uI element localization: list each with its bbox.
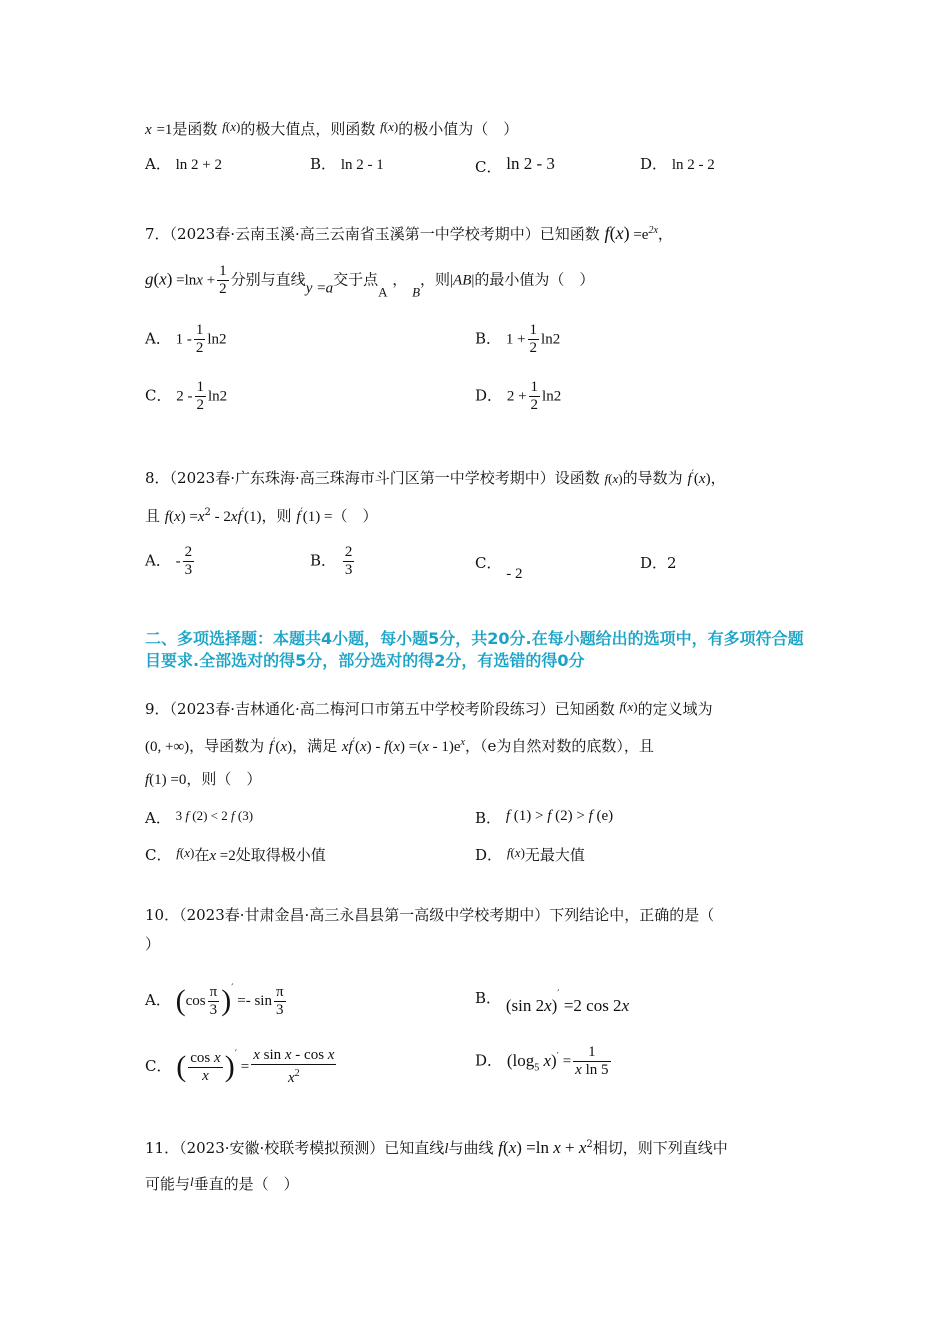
q6-option-d[interactable]: D． ln 2 - 2	[640, 155, 715, 173]
q10-option-a[interactable]: A． (cos $\frac{\pi}{3}$ )′ =- sin $\frac{\pi}{3}$	[145, 983, 284, 1018]
q10-stem: 10．（2023春·甘肃金昌·高三永昌县第一高级中学校考期中）下列结论中，正确的是（	[145, 906, 715, 924]
q9-option-a[interactable]: A． 3 f (2) < 2 f (3)	[145, 808, 254, 827]
q8-option-c[interactable]: C． - 2	[475, 554, 523, 582]
q8-option-b[interactable]: B． $\frac{2}{3}$	[310, 544, 353, 578]
q6-stem: x =1是函数 f(x)的极大值点，则函数 f(x)的极小值为（ ）	[145, 119, 519, 138]
q10-option-d[interactable]: D． ($\log_5$ x)′ = $\frac{1}{\text{x ln 5}}$	[475, 1044, 609, 1078]
q8-option-a[interactable]: A． - $\frac{2}{3}$	[145, 544, 193, 578]
q8-stem: 8．（2023春·广东珠海·高三珠海市斗门区第一中学校考期中）设函数 f(x)的导数为 f′(x)，	[145, 469, 726, 487]
q9-option-c[interactable]: C． f(x)在x =2处取得极小值	[145, 845, 326, 864]
q10-stem-line2: ）	[145, 935, 161, 953]
q9-option-b[interactable]: B． f (1) > f (2) > f (e)	[475, 808, 614, 827]
q8-stem-line2: 且 $f(x) =x^2 - 2xf'(1)$，则 f′(1) =（ ）	[145, 507, 378, 525]
q7-option-c[interactable]: C． 2 - $\frac{1}{2}$ ln2	[145, 379, 228, 413]
q9-stem-line2: (0, +∞)，导函数为 f′(x)，满足 $xf'(x) - f(x) =(x - 1)e^x$，（e为自然对数的底数），且	[145, 737, 654, 755]
q7-option-a[interactable]: A． 1 - $\frac{1}{2}$ ln2	[145, 322, 227, 356]
q6-option-c[interactable]: C． ln 2 - 3	[475, 154, 555, 176]
q9-stem-line3: f(1) =0，则（ ）	[145, 770, 262, 788]
q9-option-d[interactable]: D． f(x)无最大值	[475, 845, 585, 864]
q11-stem-line2: 可能与l垂直的是（ ）	[145, 1174, 299, 1193]
q11-stem: 11．（2023·安徽·校联考模拟预测）已知直线l与曲线 f(x) =ln $x + x^2$相切，则下列直线中	[145, 1138, 728, 1157]
q7-stem: 7．（2023春·云南玉溪·高三云南省玉溪第一中学校考期中）已知函数 $f(x) =e^{2x}$，	[145, 223, 673, 243]
q7-stem-line2: g(x) =lnx + $\frac{1}{2}$ 分别与直线y =a交于点A ， B，则|AB|的最小值为（ ）	[145, 263, 595, 300]
q8-option-d[interactable]: D．2	[640, 554, 677, 572]
q10-option-c[interactable]: C． ( $\frac{\text{cos x}}{x}$ )′ = $\frac{\text{x sin x - cos x}}{x^2}$	[145, 1047, 335, 1086]
q10-option-b[interactable]: B． (sin 2x)′ =2 cos 2x	[475, 989, 630, 1015]
q7-option-b[interactable]: B． 1 + $\frac{1}{2}$ ln2	[475, 322, 561, 356]
section-multiple-choice-title: 二、多项选择题：本题共4小题，每小题5分，共20分.在每小题给出的选项中，有多项符合题目要求.全部选对的得5分，部分选对的得2分，有选错的得0分	[145, 629, 804, 670]
q9-stem: 9．（2023春·吉林通化·高二梅河口市第五中学校考阶段练习）已知函数 f(x)的定义域为	[145, 699, 713, 718]
q6-option-a[interactable]: A． ln 2 + 2	[145, 155, 223, 173]
q6-option-b[interactable]: B． ln 2 - 1	[310, 155, 384, 173]
q7-option-d[interactable]: D． 2 + $\frac{1}{2}$ ln2	[475, 379, 562, 413]
